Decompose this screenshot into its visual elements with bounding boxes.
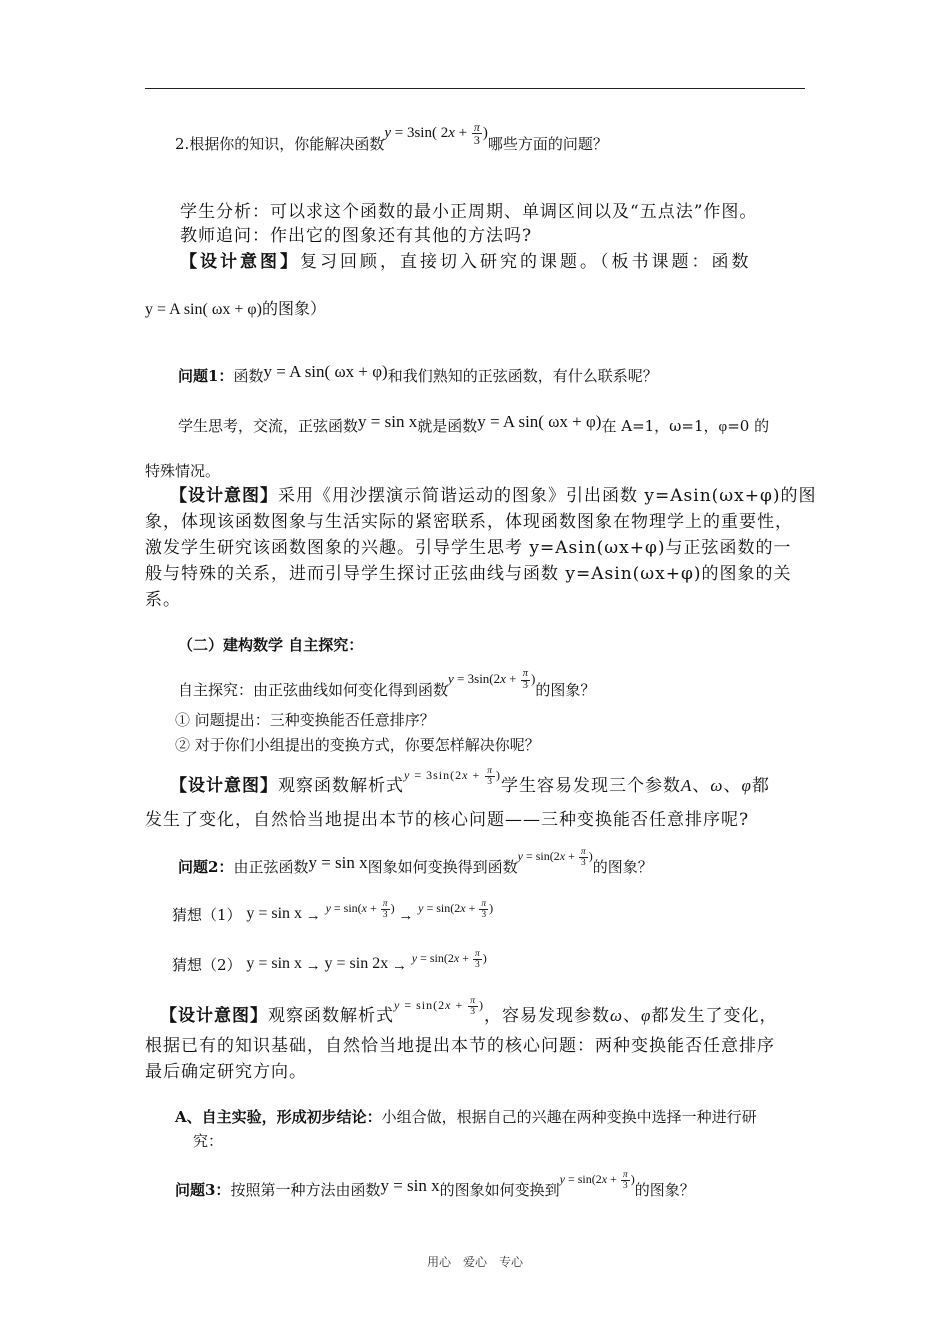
question-label: 问题2： bbox=[178, 858, 234, 876]
paragraph-4-cont bbox=[145, 299, 326, 320]
design-intent-2-l4: 般与特殊的关系，进而引导学生探讨正弦曲线与函数 y=Asin(ωx+φ)的图象的关 bbox=[145, 564, 792, 584]
design-intent-2-l3: 激发学生研究该函数图象的兴趣。引导学生思考 y=Asin(ωx+φ)与正弦函数的一 bbox=[145, 538, 792, 558]
question-3: 问题3：按照第一种方法由函数y = sin x的图象如何变换到$^{y = sin(2x + \frac{\pi}{3} )}$的图象？ bbox=[175, 1169, 695, 1199]
text: 按照第一种方法由函数 bbox=[230, 1181, 381, 1199]
text: 复习回顾，直接切入研究的课题。（板书课题：函数 bbox=[300, 252, 752, 272]
question-label: 问题3： bbox=[175, 1181, 231, 1199]
design-intent-4-l3: 最后确定研究方向。 bbox=[145, 1062, 307, 1082]
design-intent-2-l5: 系。 bbox=[145, 590, 181, 610]
page-footer: 用心 爱心 专心 bbox=[426, 1255, 523, 1269]
guess-label: 猜想（1） bbox=[172, 906, 242, 924]
text: 都发生了变化， bbox=[651, 1006, 778, 1026]
design-intent-tag: 【设计意图】 bbox=[180, 252, 300, 272]
formula: y = sin x bbox=[380, 1176, 440, 1195]
param-phi: φ bbox=[741, 776, 752, 795]
guess-label: 猜想（2） bbox=[172, 956, 242, 974]
design-intent-3-l1: 【设计意图】观察函数解析式$^{y = 3sin(2x + \frac{\pi}{3} )}$学生容易发现三个参数A、ω、φ都 bbox=[170, 765, 770, 796]
design-intent-4-l1: 【设计意图】观察函数解析式$^{y = sin(2x + \frac{\pi}{3} )}$，容易发现参数ω、φ都发生了变化， bbox=[160, 995, 778, 1026]
paragraph-2: 学生分析：可以求这个函数的最小正周期、单调区间以及“五点法”作图。 bbox=[180, 202, 758, 222]
explore-1: 自主探究：由正弦曲线如何变化得到函数y = 3sin(2x + $\frac{\pi}{3}$ )的图象？ bbox=[178, 668, 596, 699]
text: 都 bbox=[751, 776, 770, 796]
param-a: A bbox=[681, 776, 693, 795]
paragraph-4 bbox=[180, 247, 752, 277]
experiment-a-cont: 究： bbox=[193, 1132, 224, 1150]
paragraph-5 bbox=[178, 412, 770, 437]
text: 的图象如何变换到 bbox=[439, 1181, 560, 1199]
design-intent-2-l2: 象，体现该函数图象与生活实际的紧密联系，体现函数图象在物理学上的重要性， bbox=[145, 512, 793, 532]
phi-symbol: φ bbox=[718, 419, 728, 435]
paragraph-1 bbox=[175, 120, 608, 158]
paragraph-5-cont: 特殊情况。 bbox=[145, 462, 221, 480]
text: 的图象？ bbox=[592, 858, 653, 876]
text: 的图象？ bbox=[535, 681, 596, 699]
guess-2: 猜想（2） y = sin x → y = sin 2x → $^{y = sin(2x + \frac{\pi}{3} )}$ bbox=[172, 948, 487, 974]
explore-2: ① 问题提出：三种变换能否任意排序？ bbox=[175, 711, 435, 729]
paragraph-3: 教师追问：作出它的图象还有其他的方法吗? bbox=[180, 226, 533, 246]
guess-1: 猜想（1） y = sin x → $^{y = sin(x + \frac{\pi}{3} )}$ → $^{y = sin(2x + \frac{\pi}{3} )}$ bbox=[172, 898, 494, 924]
formula: y = sin x bbox=[308, 853, 368, 872]
design-intent-tag: 【设计意图】 bbox=[170, 776, 278, 796]
formula: y = sin x bbox=[246, 955, 303, 972]
text: ，容易发现参数 bbox=[484, 1006, 611, 1026]
experiment-a bbox=[175, 1107, 757, 1127]
formula: y = 3sin( 2x + $\frac{\pi}{3}$ ) bbox=[384, 120, 488, 147]
formula: y = A sin( ωx + φ) bbox=[263, 362, 388, 381]
experiment-label: A、自主实验，形成初步结论： bbox=[175, 1108, 382, 1126]
explore-3: ② 对于你们小组提出的变换方式，你要怎样解决你呢？ bbox=[175, 736, 540, 754]
text: 采用《用沙摆演示简谐运动的图象》引出函数 y=Asin(ωx+φ)的图 bbox=[278, 486, 817, 506]
text: 哪些方面的问题？ bbox=[487, 134, 608, 153]
design-intent-3-l2: 发生了变化，自然恰当地提出本节的核心问题——三种变换能否任意排序呢? bbox=[145, 810, 750, 830]
text: 观察函数解析式 bbox=[268, 1006, 394, 1026]
design-intent-4-l2: 根据已有的知识基础，自然恰当地提出本节的核心问题：两种变换能否任意排序 bbox=[145, 1036, 775, 1056]
question-1 bbox=[178, 362, 658, 386]
text: 2.根据你的知识，你能解决函数 bbox=[175, 134, 385, 153]
formula: y = sin 2x bbox=[324, 955, 389, 972]
formula: y = A sin( ωx + φ) bbox=[145, 301, 262, 318]
param-omega: ω bbox=[710, 776, 724, 795]
formula: y = sin x bbox=[246, 905, 303, 922]
param-phi: φ bbox=[641, 1006, 652, 1025]
text: 观察函数解析式 bbox=[278, 776, 404, 796]
header-rule bbox=[145, 88, 805, 89]
formula: y = A sin( ωx + φ) bbox=[477, 412, 602, 431]
text: 图象如何变换得到函数 bbox=[367, 858, 518, 876]
text: 就是函数 bbox=[417, 417, 478, 435]
text: 由正弦函数 bbox=[233, 858, 309, 876]
text: 的图象） bbox=[261, 299, 326, 318]
text: 自主探究：由正弦曲线如何变化得到函数 bbox=[178, 681, 449, 699]
text: 在 A=1，ω=1， bbox=[601, 417, 719, 435]
text: =0 的 bbox=[727, 417, 770, 435]
param-omega: ω bbox=[610, 1006, 624, 1025]
text: 学生思考，交流，正弦函数 bbox=[178, 417, 359, 435]
question-label: 问题1： bbox=[178, 367, 234, 385]
text: 函数 bbox=[233, 367, 264, 385]
section-heading: （二）建构数学 自主探究： bbox=[178, 636, 364, 654]
text: 学生容易发现三个参数 bbox=[501, 776, 682, 796]
text: 小组合做，根据自己的兴趣在两种变换中选择一种进行研 bbox=[381, 1108, 757, 1126]
question-2: 问题2：由正弦函数y = sin x图象如何变换得到函数$^{y = sin(2x + \frac{\pi}{3} )}$的图象？ bbox=[178, 846, 653, 876]
design-intent-tag: 【设计意图】 bbox=[160, 1006, 268, 1026]
design-intent-tag: 【设计意图】 bbox=[170, 486, 278, 506]
text: 和我们熟知的正弦函数，有什么联系呢？ bbox=[387, 367, 658, 385]
formula: y = sin x bbox=[358, 412, 418, 431]
text: 的图象？ bbox=[634, 1181, 695, 1199]
